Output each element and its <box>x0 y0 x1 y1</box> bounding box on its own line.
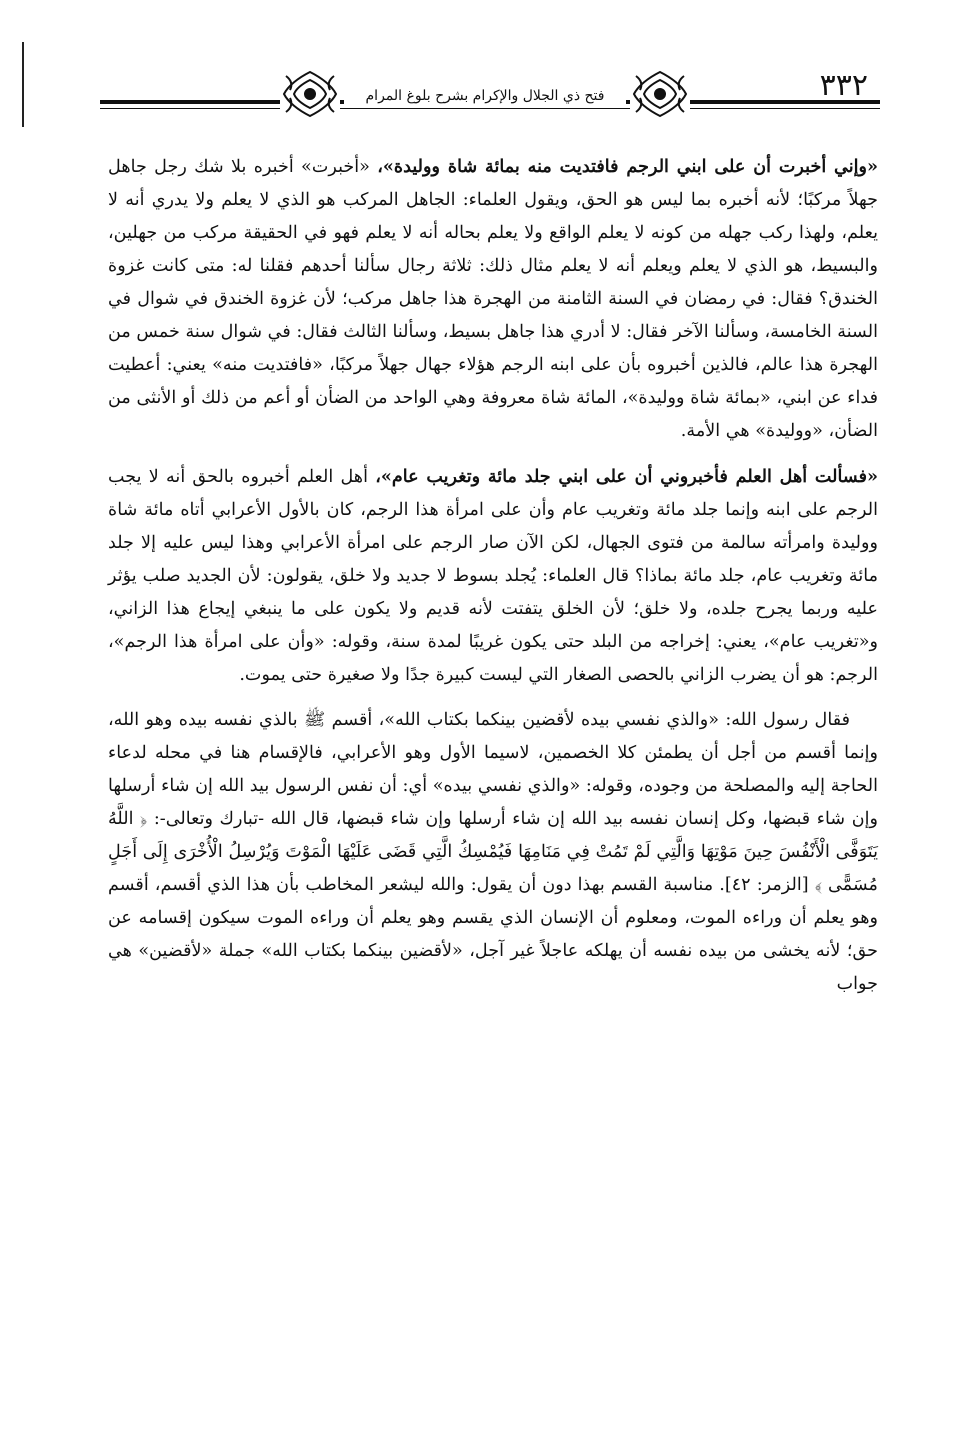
scan-edge-mark <box>22 42 24 127</box>
page-number: ٣٣٢ <box>819 68 868 103</box>
commentary-text: «أخبرت» أخبره بلا شك رجل جاهل جهلاً مركبًا؛ لأنه أخبره بما ليس هو الحق، ويقول العلماء: الجاهل المركب هو الذي لا يعلم ولا يدري أنه لا يعلم، ولهذا ركب جهله من كونه لا يعلم الواقع ولا يعلم بحاله أنه لا يعلم فهو في الحقيقة مركب من جهلين، والبسيط، هو الذي لا يعلم ويعلم أنه لا يعلم مثال ذلك: ثلاثة رجال سألنا أحدهم فقلنا له: متى كانت غزوة الخندق؟ فقال: في رمضان في السنة الثامنة من الهجرة هذا جاهل مركب؛ لأن غزوة الخندق في شوال في السنة الخامسة، وسألنا الآخر فقال: لا أدري هذا جاهل بسيط، وسألنا الثالث فقال: في شوال سنة خمس من الهجرة هذا عالم، فالذين أخبروه بأن على ابنه الرجم هؤلاء جهال جهلاً مركبًا، «فافتديت منه» يعني: أعطيت فداء عن ابني، «بمائة شاة ووليدة»، المائة شاة معروفة وهي الواحد من الضأن أو أعم من ذلك أو الأنثى من الضأن، «ووليدة» هي الأمة. <box>108 157 878 441</box>
right-ornament-icon <box>630 68 690 120</box>
page-body <box>108 150 878 1013</box>
hadith-intro: فقال رسول الله: «والذي نفسي بيده لأقضين بينكما بكتاب الله»، <box>378 710 851 730</box>
left-ornament-icon <box>280 68 340 120</box>
commentary-text: أقسم ﷺ بالذي نفسه بيده وهو الله، وإنما أقسم من أجل أن يطمئن كلا الخصمين، لاسيما الأول وهو الأعرابي، فالإقسام هنا في محله لدعاء الحاجة إليه والمصلحة من وجوده، وقوله: «والذي نفسي بيده» أي: أن نفس الرسول بيد الله إن شاء أرسلها وإن شاء قبضها، وكل إنسان نفسه بيد الله إن شاء أرسلها وإن شاء قبضها، قال الله -تبارك وتعالى-: ﴿ اللَّهُ يَتَوَفَّى الْأَنْفُسَ حِينَ مَوْتِهَا وَالَّتِي لَمْ تَمُتْ فِي مَنَامِهَا فَيُمْسِكُ الَّتِي قَضَى عَلَيْهَا الْمَوْتَ وَيُرْسِلُ الْأُخْرَى إِلَى أَجَلٍ مُسَمًّى ﴾ [الزمر: ٤٢]. مناسبة القسم بهذا دون أن يقول: والله ليشعر المخاطب بأن هذا الذي أقسم، أقسم وهو يعلم أن وراءه الموت، ومعلوم أن الإنسان الذي يقسم وهو يعلم أن وراءه الموت سيكون إقسامه عن حق؛ لأنه يخشى من بيده نفسه أن يهلكه عاجلاً غير آجل، «لأقضين بينكما بكتاب الله» جملة «لأقضين» هي جواب <box>108 710 878 994</box>
commentary-text: أهل العلم أخبروه بالحق أنه لا يجب الرجم على ابنه وإنما جلد مائة وتغريب عام وأن على امرأة هذا الرجم، كان بالأول الأعرابي أتاه مائة شاة ووليدة وامرأته سالمة من فتوى الجهال، لكن الآن صار الرجم على امرأة الأعرابي وهذا ليس عليه إلا جلد مائة وتغريب عام، جلد مائة بماذا؟ قال العلماء: يُجلد بسوط لا جديد ولا خلق، يقولون: لأن الجديد صلب يؤثر عليه وربما يجرح جلده، ولا خلق؛ لأن الخلق يتفتت لأنه قديم ولا يكون على ما ينبغي إيجاع هذا الزاني، و«تغريب عام»، يعني: إخراجه من البلد حتى يكون غريبًا لمدة سنة، وقوله: «وأن على امرأة هذا الرجم»، الرجم: هو أن يضرب الزاني بالحصى الصغار التي ليست كبيرة جدًا ولا صغيرة حتى يموت. <box>108 467 878 685</box>
hadith-quote: «وإني أخبرت أن على ابني الرجم فافتديت منه بمائة شاة ووليدة»، <box>377 156 878 177</box>
header-rule-thin <box>100 108 880 109</box>
page-header <box>100 62 880 124</box>
paragraph <box>108 460 878 692</box>
paragraph <box>108 150 878 448</box>
hadith-quote: «فسألت أهل العلم فأخبروني أن على ابني جلد مائة وتغريب عام»، <box>375 466 879 487</box>
paragraph <box>108 704 878 1001</box>
running-title: فتح ذي الجلال والإكرام بشرح بلوغ المرام <box>344 88 626 104</box>
